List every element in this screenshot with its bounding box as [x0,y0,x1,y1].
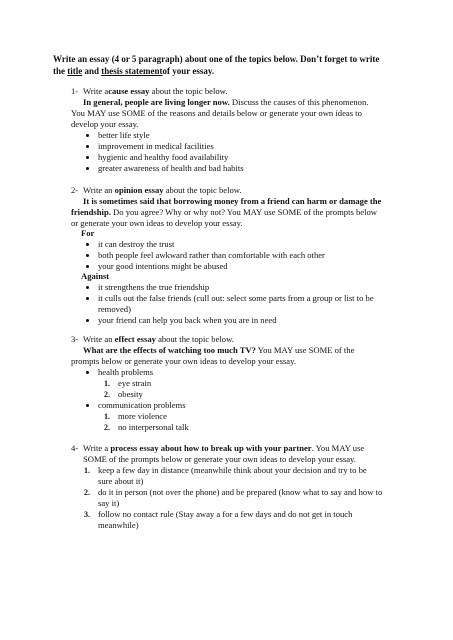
bullet-icon [86,286,89,289]
bullet-icon [86,145,89,148]
bullet-icon [86,156,89,159]
text: Discuss the causes of this phenomenon. [229,97,369,107]
text: of your essay. [162,65,215,76]
list-item-continued: sure about it) [98,476,144,486]
section-3-heading [83,334,234,345]
instructions-line-2 [53,66,398,78]
text: the [53,65,68,76]
topic-bold: friendship. [71,207,111,217]
item-number: 1. [104,412,110,421]
topic-bold: In general, people are living longer now. [83,97,230,107]
section-3-body: prompts below or generate your own ideas to develop your essay. [71,356,296,366]
item-number: 2. [104,423,110,432]
list-item: hygienic and healthy food availability [98,152,229,162]
section-1-number: 1- [71,86,79,96]
text: . You MAY use [311,443,365,453]
section-1-topic [83,97,368,108]
sub-list-item: no interpersonal talk [118,422,189,432]
against-label: Against [81,271,110,281]
bullet-icon [86,319,89,322]
text: Write an [83,185,115,195]
list-item: your good intentions might be abused [98,261,228,271]
title-underlined: title [67,65,83,76]
essay-type: opinion essay [114,185,164,195]
section-2-body: or generate your own ideas to develop your essay. [71,218,243,228]
bullet-icon [86,254,89,257]
section-2-heading [83,185,242,196]
section-4-body: SOME of the prompts below or generate your own ideas to develop your essay. [83,454,356,464]
section-1-body-1: You MAY use SOME of the reasons and details below or generate your own ideas to [71,108,362,118]
list-item: improvement in medical facilities [98,141,214,151]
item-number: 1. [84,466,90,475]
text: Write a [83,86,109,96]
list-item: communication problems [98,400,186,410]
text: about the topic below. [155,334,234,344]
list-item: it culls out the false friends (cull out: select some parts from a group or list to be [98,293,374,303]
bullet-icon [86,371,89,374]
list-item: health problems [98,367,154,377]
text: about the topic below. [149,86,228,96]
essay-type: process essay about how to break up with your partner [110,443,312,453]
list-item: follow no contact rule (Stay away a for a few days and do not get in touch [98,509,353,519]
text: and [82,65,102,76]
bullet-icon [86,297,89,300]
text: Write a [83,443,111,453]
text: about the topic below. [163,185,242,195]
for-label: For [81,228,95,238]
sub-list-item: obesity [118,389,143,399]
bullet-icon [86,265,89,268]
list-item: both people feel awkward rather than comfortable with each other [98,250,325,260]
list-item-continued: meanwhile) [98,520,139,530]
sub-list-item: eye strain [118,378,152,388]
list-item: your friend can help you back when you are in need [98,315,277,325]
section-2-topic-1: It is sometimes said that borrowing money from a friend can harm or damage the [83,196,382,206]
section-4-heading [83,443,364,454]
bullet-icon [86,404,89,407]
text: Write an [83,334,115,344]
section-1-heading [83,86,227,97]
section-4-number: 4- [71,443,79,453]
essay-type: effect essay [114,334,156,344]
text: Do you agree? Why or why not? You MAY use SOME of the prompts below [110,207,377,217]
list-item: it strengthens the true friendship [98,282,210,292]
section-3-number: 3- [71,334,79,344]
bullet-icon [86,167,89,170]
instructions-line-1: Write an essay (4 or 5 paragraph) about one of the topics below. Don’t forget to write [53,54,380,64]
text: You MAY use SOME of the [255,345,355,355]
list-item: better life style [98,130,150,140]
bullet-icon [86,134,89,137]
section-2-topic-2 [71,207,377,218]
item-number: 2. [84,488,90,497]
bullet-icon [86,243,89,246]
thesis-underlined: thesis statement [101,65,163,76]
item-number: 3. [84,510,90,519]
list-item: it can destroy the trust [98,239,175,249]
instructions [53,54,398,77]
item-number: 2. [104,390,110,399]
list-item: do it in person (not over the phone) and be prepared (know what to say and how to [98,487,383,497]
list-item: keep a few day in distance (meanwhile think about your decision and try to be [98,465,367,475]
item-number: 1. [104,379,110,388]
sub-list-item: more violence [118,411,167,421]
essay-type: cause essay [108,86,150,96]
section-1-body-2: develop your essay. [71,119,139,129]
list-item-continued: removed) [98,304,131,314]
list-item-continued: say it) [98,498,120,508]
topic-bold: What are the effects of watching too much TV? [83,345,256,355]
list-item: greater awareness of health and bad habits [98,163,244,173]
section-2-number: 2- [71,185,79,195]
section-3-topic [83,345,354,356]
